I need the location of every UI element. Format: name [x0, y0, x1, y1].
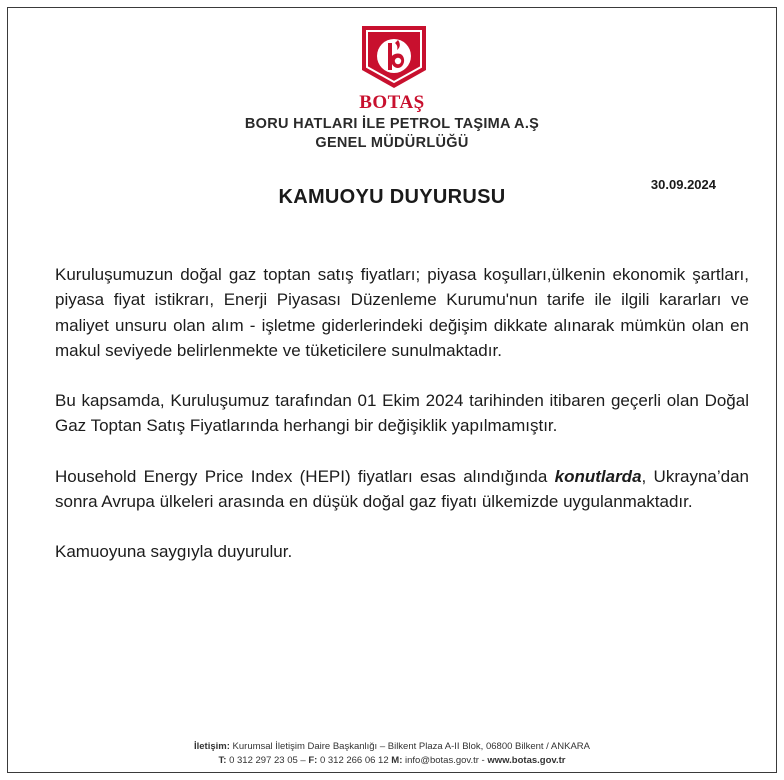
footer-contact-label: İletişim:	[193, 741, 230, 752]
footer-contact-text: Kurumsal İletişim Daire Başkanlığı – Bilkent Plaza A-II Blok, 06800 Bilkent / ANKARA	[229, 741, 590, 752]
footer-fax-label: F:	[308, 755, 318, 766]
footer-phone-label: T:	[218, 755, 227, 766]
company-name-line2: GENEL MÜDÜRLÜĞÜ	[315, 135, 469, 151]
footer-contact-line	[0, 740, 784, 754]
paragraph-1: Kuruluşumuzun doğal gaz toptan satış fiyatları; piyasa koşulları,ülkenin ekonomik şartları, piyasa fiyat istikrarı, Enerji Piyasası Düzenleme Kurumu'nun tarife ile ilgili kararları ve maliyet unsuru olan alım - işletme giderlerindeki değişim dikkate alınarak mümkün olan en makul seviyede belirlenmekte ve tüketicilere sunulmaktadır.	[55, 265, 749, 360]
brand-name: BOTAŞ	[359, 92, 425, 113]
company-name-line1: BORU HATLARI İLE PETROL TAŞIMA A.Ş	[244, 116, 540, 132]
footer-phone: 0 312 297 23 05 –	[226, 755, 309, 766]
footer-email-label: M:	[391, 755, 403, 766]
footer-website: www.botas.gov.tr	[487, 755, 566, 766]
paragraph-3-start: Household Energy Price Index (HEPI) fiyatları esas alındığında	[55, 466, 555, 486]
document-date: 30.09.2024	[650, 177, 716, 192]
footer-details-line	[0, 754, 784, 768]
footer-email: info@botas.gov.tr -	[402, 755, 488, 766]
paragraph-4: Kamuoyuna saygıyla duyurulur.	[55, 542, 293, 562]
paragraph-3	[55, 464, 749, 515]
botas-logo	[354, 20, 434, 92]
paragraph-3-emphasis: konutlarda	[554, 466, 642, 486]
footer-fax: 0 312 266 06 12	[317, 755, 392, 766]
paragraph-3-end: , Ukrayna’dan sonra Avrupa ülkeleri arasında en düşük doğal gaz fiyatı ülkemizde uygulanmaktadır.	[55, 466, 749, 512]
paragraph-2: Bu kapsamda, Kuruluşumuz tarafından 01 Ekim 2024 tarihinden itibaren geçerli olan Doğal Gaz Toptan Satış Fiyatlarında herhangi bir değişiklik yapılmamıştır.	[55, 391, 749, 436]
document-body	[55, 262, 749, 590]
botas-flame-logo-icon	[354, 20, 434, 92]
document-title: KAMUOYU DUYURUSU	[278, 186, 506, 208]
